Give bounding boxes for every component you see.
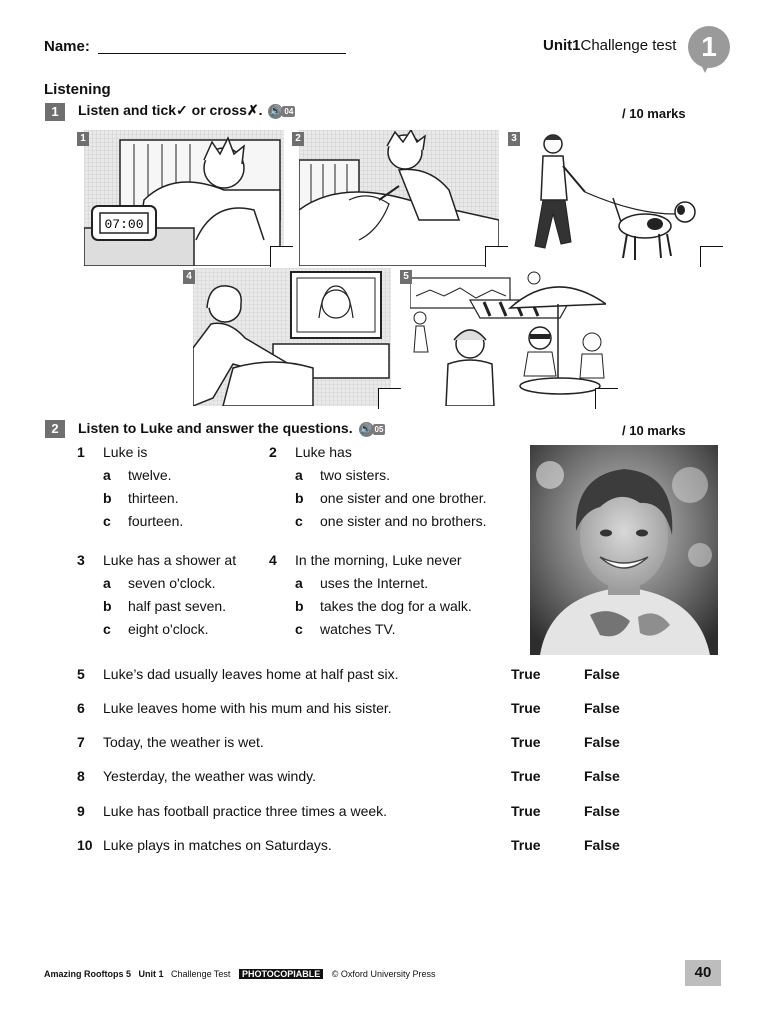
question-stem: In the morning, Luke never bbox=[295, 552, 462, 568]
question-number: 6 bbox=[77, 700, 85, 716]
picture-2-number: 2 bbox=[292, 132, 304, 146]
picture-4-girl-watching-tv bbox=[193, 268, 391, 406]
option-text: fourteen. bbox=[128, 513, 184, 529]
option-letter[interactable]: a bbox=[295, 575, 303, 591]
exercise-1-marks: / 10 marks bbox=[622, 106, 686, 121]
page-number: 40 bbox=[685, 960, 721, 986]
option-letter[interactable]: b bbox=[103, 490, 112, 506]
question-number: 5 bbox=[77, 666, 85, 682]
option-text: one sister and one brother. bbox=[320, 490, 487, 506]
speaker-icon: 🔊 bbox=[269, 105, 283, 117]
footer bbox=[44, 969, 435, 979]
unit-title-bold: Unit1 bbox=[543, 37, 581, 54]
option-text: half past seven. bbox=[128, 598, 227, 614]
picture-5-number: 5 bbox=[400, 270, 412, 284]
option-letter[interactable]: a bbox=[103, 467, 111, 483]
false-option[interactable]: False bbox=[584, 803, 620, 819]
question-stem: Luke has a shower at bbox=[103, 552, 237, 568]
name-label: Name: bbox=[44, 38, 90, 55]
question-number: 4 bbox=[269, 552, 277, 568]
exercise-1-number: 1 bbox=[45, 103, 65, 121]
question-stem: Luke has bbox=[295, 444, 352, 460]
exercise-2-marks: / 10 marks bbox=[622, 423, 686, 438]
true-option[interactable]: True bbox=[511, 666, 541, 682]
exercise-2-number: 2 bbox=[45, 420, 65, 438]
section-title: Listening bbox=[44, 81, 111, 98]
option-text: uses the Internet. bbox=[320, 575, 429, 591]
true-option[interactable]: True bbox=[511, 837, 541, 853]
picture-1-number: 1 bbox=[77, 132, 89, 146]
picture-3-number: 3 bbox=[508, 132, 520, 146]
option-letter[interactable]: c bbox=[295, 513, 303, 529]
question-number: 8 bbox=[77, 768, 85, 784]
option-text: eight o'clock. bbox=[128, 621, 209, 637]
footer-unit: Unit 1 bbox=[138, 969, 164, 979]
unit-title bbox=[543, 37, 676, 54]
option-text: thirteen. bbox=[128, 490, 179, 506]
question-number: 9 bbox=[77, 803, 85, 819]
false-option[interactable]: False bbox=[584, 837, 620, 853]
statement-text: Luke’s dad usually leaves home at half past six. bbox=[103, 666, 399, 682]
footer-book-title: Amazing Rooftops 5 bbox=[44, 969, 131, 979]
statement-text: Yesterday, the weather was windy. bbox=[103, 768, 316, 784]
audio-icon[interactable] bbox=[359, 422, 386, 437]
picture-5-answer-box[interactable] bbox=[595, 388, 618, 409]
statement-text: Today, the weather is wet. bbox=[103, 734, 264, 750]
false-option[interactable]: False bbox=[584, 666, 620, 682]
audio-icon[interactable] bbox=[268, 104, 295, 119]
exercise-1-instruction-text: Listen and tick✓ or cross✗. bbox=[78, 102, 263, 118]
picture-2-boy-making-bed bbox=[299, 130, 499, 266]
name-field-line[interactable] bbox=[98, 53, 346, 54]
option-letter[interactable]: c bbox=[103, 513, 111, 529]
audio-track-number: 05 bbox=[374, 424, 384, 434]
clock-display: 07:00 bbox=[104, 217, 144, 232]
true-option[interactable]: True bbox=[511, 700, 541, 716]
option-letter[interactable]: a bbox=[103, 575, 111, 591]
unit-badge: 1 bbox=[688, 26, 730, 68]
picture-2-answer-box[interactable] bbox=[485, 246, 508, 267]
picture-1-boy-waking-up bbox=[84, 130, 284, 266]
question-number: 2 bbox=[269, 444, 277, 460]
question-stem: Luke is bbox=[103, 444, 148, 460]
option-letter[interactable]: b bbox=[103, 598, 112, 614]
option-text: one sister and no brothers. bbox=[320, 513, 487, 529]
true-option[interactable]: True bbox=[511, 803, 541, 819]
photocopiable-label: PHOTOCOPIABLE bbox=[239, 969, 323, 979]
option-text: watches TV. bbox=[320, 621, 396, 637]
option-text: seven o'clock. bbox=[128, 575, 216, 591]
picture-3-answer-box[interactable] bbox=[700, 246, 723, 267]
picture-4-answer-box[interactable] bbox=[378, 388, 401, 409]
option-letter[interactable]: c bbox=[103, 621, 111, 637]
audio-track-number: 04 bbox=[284, 106, 294, 116]
option-letter[interactable]: b bbox=[295, 598, 304, 614]
false-option[interactable]: False bbox=[584, 768, 620, 784]
footer-publisher: © Oxford University Press bbox=[331, 969, 436, 979]
unit-title-rest: Challenge test bbox=[580, 37, 677, 54]
option-letter[interactable]: c bbox=[295, 621, 303, 637]
option-letter[interactable]: b bbox=[295, 490, 304, 506]
option-text: two sisters. bbox=[320, 467, 391, 483]
true-option[interactable]: True bbox=[511, 768, 541, 784]
luke-photo bbox=[530, 445, 718, 655]
option-text: twelve. bbox=[128, 467, 172, 483]
exercise-2-instruction-text: Listen to Luke and answer the questions. bbox=[78, 420, 353, 436]
footer-test-name: Challenge Test bbox=[171, 969, 231, 979]
false-option[interactable]: False bbox=[584, 734, 620, 750]
true-option[interactable]: True bbox=[511, 734, 541, 750]
statement-text: Luke leaves home with his mum and his sister. bbox=[103, 700, 392, 716]
option-letter[interactable]: a bbox=[295, 467, 303, 483]
picture-3-man-walking-dog bbox=[515, 130, 715, 266]
speaker-icon: 🔊 bbox=[359, 423, 373, 435]
option-text: takes the dog for a walk. bbox=[320, 598, 472, 614]
false-option[interactable]: False bbox=[584, 700, 620, 716]
question-number: 1 bbox=[77, 444, 85, 460]
exercise-1-instruction bbox=[78, 102, 295, 119]
exercise-2-instruction bbox=[78, 420, 385, 437]
picture-4-number: 4 bbox=[183, 270, 195, 284]
question-number: 7 bbox=[77, 734, 85, 750]
question-number: 3 bbox=[77, 552, 85, 568]
picture-1-answer-box[interactable] bbox=[270, 246, 293, 267]
statement-text: Luke has football practice three times a week. bbox=[103, 803, 388, 819]
statement-text: Luke plays in matches on Saturdays. bbox=[103, 837, 332, 853]
picture-5-cafe-scene bbox=[410, 268, 606, 406]
question-number: 10 bbox=[77, 837, 93, 853]
